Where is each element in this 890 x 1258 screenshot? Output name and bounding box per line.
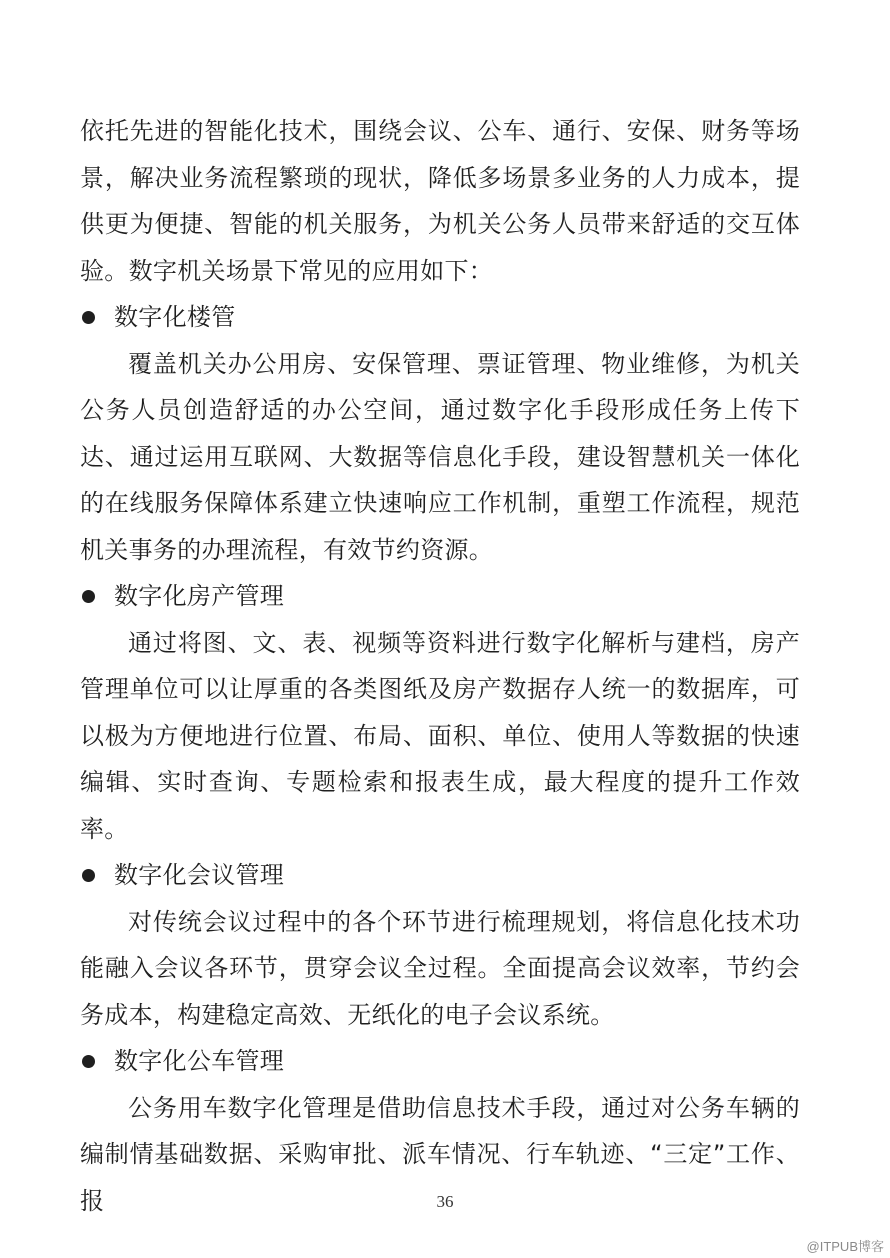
watermark: @ITPUB博客 [806, 1239, 884, 1254]
bullet-icon [82, 311, 95, 324]
section-heading-building-management [80, 294, 800, 341]
section-heading-property-management [80, 573, 800, 620]
page-number: 36 [436, 1192, 454, 1211]
section-body-building-management: 覆盖机关办公用房、安保管理、票证管理、物业维修，为机关公务人员创造舒适的办公空间，通过数字化手段形成任务上传下达、通过运用互联网、大数据等信息化手段，建设智慧机关一体化的在线服务保障体系建立快速响应工作机制，重塑工作流程，规范机关事务的办理流程，有效节约资源。 [80, 349, 800, 564]
section-body-meeting-management: 对传统会议过程中的各个环节进行梳理规划，将信息化技术功能融入会议各环节，贯穿会议全过程。全面提高会议效率，节约会务成本，构建稳定高效、无纸化的电子会议系统。 [80, 907, 800, 1029]
section-title: 数字化公车管理 [114, 1047, 285, 1075]
section-heading-vehicle-management [80, 1038, 800, 1085]
section-title: 数字化会议管理 [114, 861, 285, 889]
bullet-icon [82, 1055, 95, 1068]
intro-paragraph: 依托先进的智能化技术，围绕会议、公车、通行、安保、财务等场景，解决业务流程繁琐的现状，降低多场景多业务的人力成本，提供更为便捷、智能的机关服务，为机关公务人员带来舒适的交互体验。数字机关场景下常见的应用如下： [80, 117, 800, 285]
section-body-property-management: 通过将图、文、表、视频等资料进行数字化解析与建档，房产管理单位可以让厚重的各类图纸及房产数据存人统一的数据库，可以极为方便地进行位置、布局、面积、单位、使用人等数据的快速编辑、实时查询、专题检索和报表生成，最大程度的提升工作效率。 [80, 628, 800, 843]
section-title: 数字化房产管理 [114, 582, 285, 610]
section-body-vehicle-management: 公务用车数字化管理是借助信息技术手段，通过对公务车辆的编制情基础数据、采购审批、派车情况、行车轨迹、“三定”工作、报 [80, 1093, 800, 1215]
bullet-icon [82, 869, 95, 882]
section-heading-meeting-management [80, 852, 800, 899]
page-content [80, 108, 800, 1224]
bullet-icon [82, 590, 95, 603]
section-title: 数字化楼管 [114, 303, 236, 331]
